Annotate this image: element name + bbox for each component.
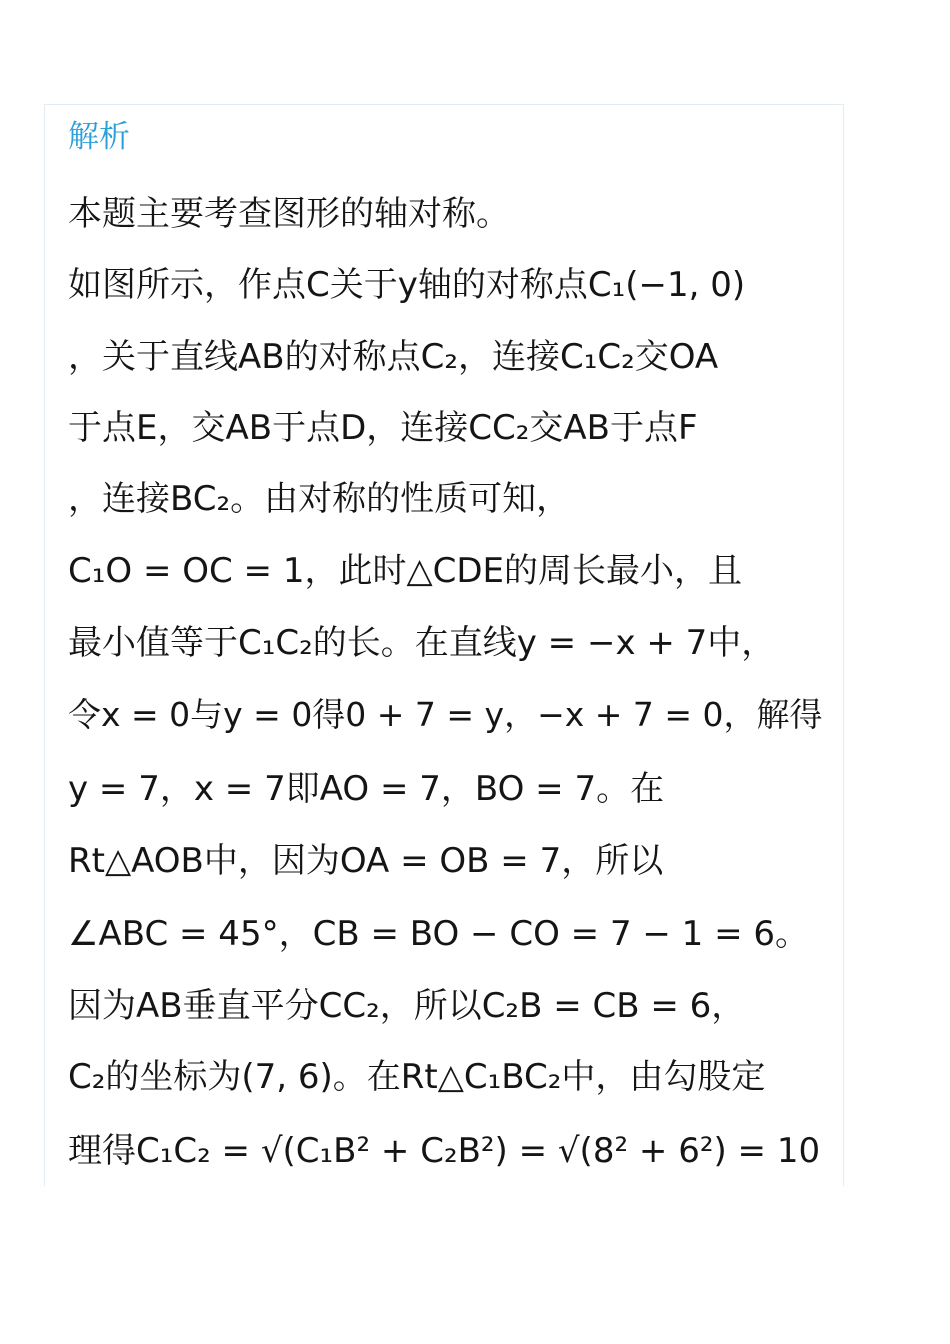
solution-line-4: 于点E，交AB于点D，连接CC₂交AB于点F <box>68 408 698 448</box>
solution-line-11: ∠ABC = 45°，CB = BO − CO = 7 − 1 = 6。 <box>68 914 810 954</box>
solution-heading: 解析 <box>68 119 130 155</box>
solution-line-12: 因为AB垂直平分CC₂，所以C₂B = CB = 6， <box>68 986 746 1026</box>
solution-line-8: 令x = 0与y = 0得0 + 7 = y，−x + 7 = 0，解得 <box>68 695 823 734</box>
solution-line-5: ，连接BC₂。由对称的性质可知， <box>68 479 571 519</box>
solution-line-6: C₁O = OC = 1，此时△CDE的周长最小，且 <box>68 551 743 591</box>
solution-line-3: ，关于直线AB的对称点C₂，连接C₁C₂交OA <box>68 337 719 377</box>
solution-line-14: 理得C₁C₂ = √(C₁B² + C₂B²) = √(8² + 6²) = 10 <box>68 1131 821 1171</box>
solution-line-1: 本题主要考查图形的轴对称。 <box>68 194 510 234</box>
solution-line-2: 如图所示，作点C关于y轴的对称点C₁(−1, 0) <box>68 265 746 305</box>
solution-line-13: C₂的坐标为(7, 6)。在Rt△C₁BC₂中，由勾股定 <box>68 1057 766 1097</box>
solution-line-9: y = 7，x = 7即AO = 7，BO = 7。在 <box>68 769 665 809</box>
solution-line-10: Rt△AOB中，因为OA = OB = 7，所以 <box>68 841 664 881</box>
solution-line-7: 最小值等于C₁C₂的长。在直线y = −x + 7中， <box>68 623 776 663</box>
